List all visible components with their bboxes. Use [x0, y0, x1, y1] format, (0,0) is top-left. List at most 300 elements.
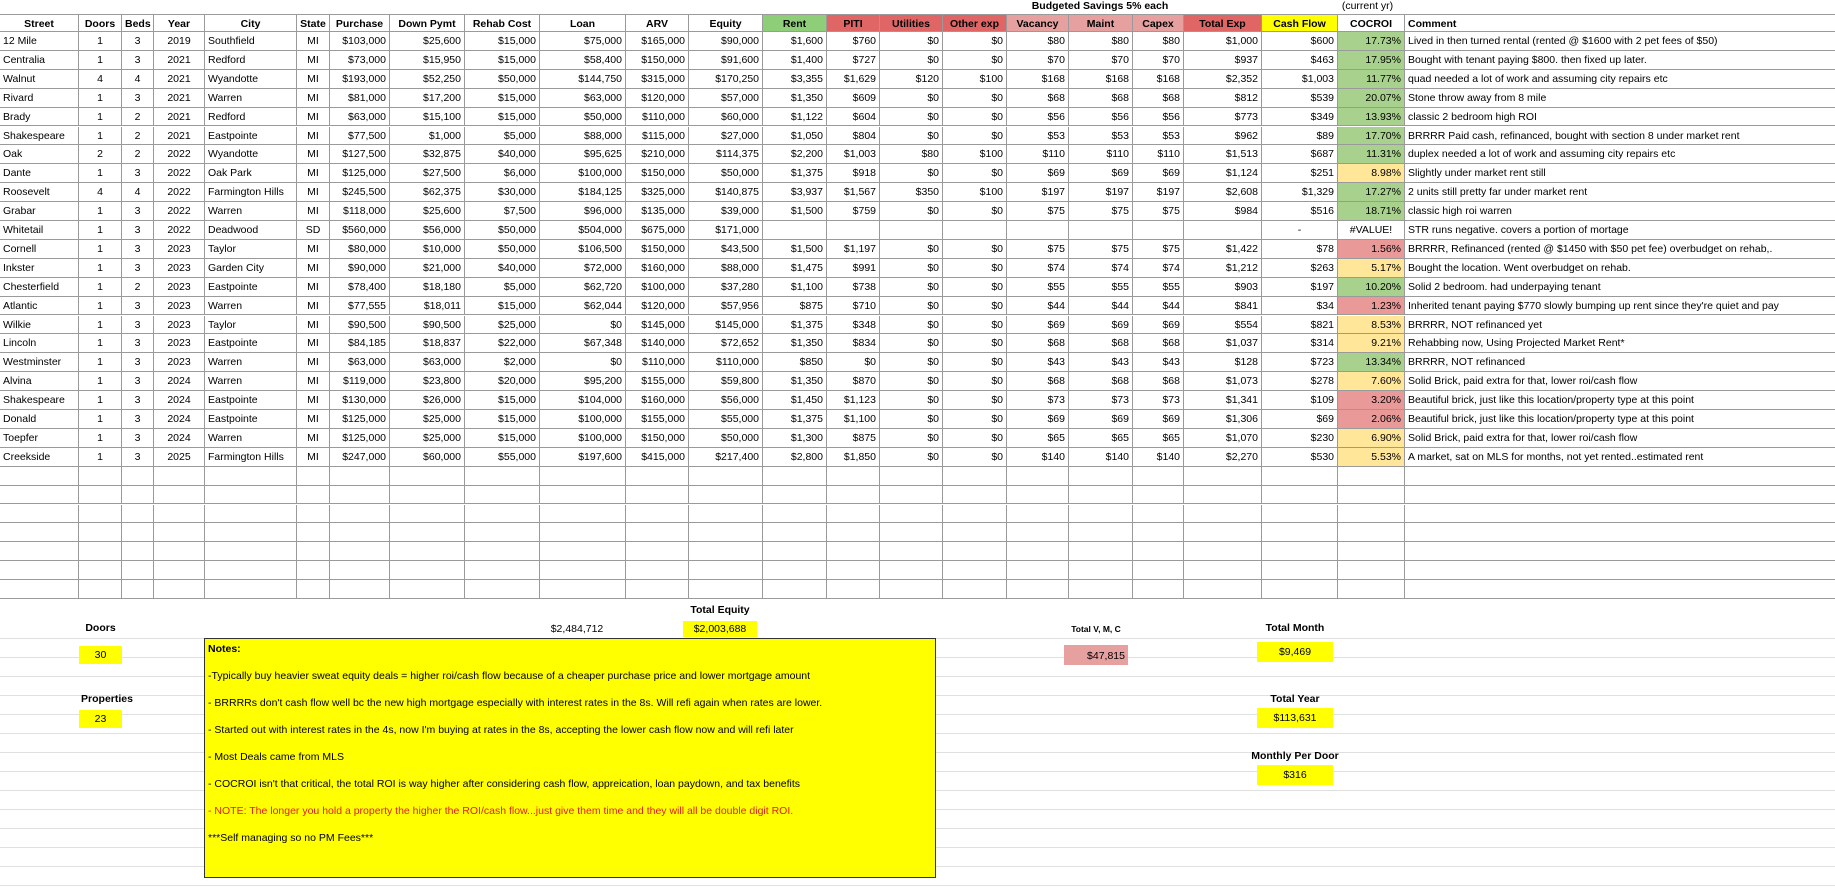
cell-cash[interactable]: $723	[1262, 353, 1338, 372]
cell-down[interactable]: $15,950	[390, 51, 465, 70]
cell-beds[interactable]: 3	[122, 164, 154, 183]
cell-cash[interactable]: $230	[1262, 429, 1338, 448]
empty-cell[interactable]	[0, 486, 79, 505]
cell-rehab[interactable]: $6,000	[465, 164, 540, 183]
empty-cell[interactable]	[1133, 561, 1184, 580]
empty-cell[interactable]	[689, 580, 763, 599]
empty-cell[interactable]	[330, 580, 390, 599]
cell-city[interactable]: Eastpointe	[205, 278, 297, 297]
cell-down[interactable]: $1,000	[390, 127, 465, 146]
cell-street[interactable]: Whitetail	[0, 221, 79, 240]
cell-maint[interactable]: $69	[1069, 410, 1133, 429]
cell-cash[interactable]: $251	[1262, 164, 1338, 183]
cell-vac[interactable]: $75	[1007, 240, 1069, 259]
cell-purchase[interactable]: $77,500	[330, 127, 390, 146]
empty-cell[interactable]	[330, 505, 390, 524]
cell-equity[interactable]: $72,652	[689, 334, 763, 353]
empty-cell[interactable]	[540, 542, 626, 561]
cell-year[interactable]: 2023	[154, 297, 205, 316]
empty-cell[interactable]	[626, 580, 689, 599]
empty-cell[interactable]	[1338, 505, 1405, 524]
cell-util[interactable]: $0	[880, 108, 943, 127]
cell-piti[interactable]: $760	[827, 32, 880, 51]
cell-street[interactable]: Atlantic	[0, 297, 79, 316]
cell-state[interactable]: MI	[297, 391, 330, 410]
cell-rent[interactable]: $1,350	[763, 334, 827, 353]
cell-doors[interactable]: 1	[79, 448, 122, 467]
column-header-street[interactable]: Street	[0, 14, 79, 32]
cell-year[interactable]: 2024	[154, 429, 205, 448]
cell-arv[interactable]: $120,000	[626, 89, 689, 108]
cell-city[interactable]: Oak Park	[205, 164, 297, 183]
cell-state[interactable]: MI	[297, 202, 330, 221]
cell-state[interactable]: MI	[297, 164, 330, 183]
cell-util[interactable]: $0	[880, 240, 943, 259]
column-header-state[interactable]: State	[297, 14, 330, 32]
cell-other[interactable]: $0	[943, 353, 1007, 372]
cell-cocroi[interactable]: 17.70%	[1338, 127, 1405, 146]
cell-vac[interactable]: $73	[1007, 391, 1069, 410]
cell-total[interactable]: $2,352	[1184, 70, 1262, 89]
column-header-equity[interactable]: Equity	[689, 14, 763, 32]
cell-beds[interactable]: 3	[122, 372, 154, 391]
cell-other[interactable]: $0	[943, 429, 1007, 448]
cell-cash[interactable]: $687	[1262, 145, 1338, 164]
empty-cell[interactable]	[465, 523, 540, 542]
cell-equity[interactable]: $91,600	[689, 51, 763, 70]
cell-cocroi[interactable]: 13.34%	[1338, 353, 1405, 372]
cell-doors[interactable]: 1	[79, 278, 122, 297]
cell-piti[interactable]: $1,100	[827, 410, 880, 429]
cell-piti[interactable]: $991	[827, 259, 880, 278]
cell-piti[interactable]: $1,629	[827, 70, 880, 89]
empty-cell[interactable]	[689, 505, 763, 524]
cell-total[interactable]: $937	[1184, 51, 1262, 70]
cell-vac[interactable]: $55	[1007, 278, 1069, 297]
cell-util[interactable]: $0	[880, 202, 943, 221]
cell-loan[interactable]: $88,000	[540, 127, 626, 146]
empty-cell[interactable]	[297, 561, 330, 580]
cell-capex[interactable]: $140	[1133, 448, 1184, 467]
cell-util[interactable]: $0	[880, 429, 943, 448]
cell-loan[interactable]: $106,500	[540, 240, 626, 259]
cell-maint[interactable]: $70	[1069, 51, 1133, 70]
cell-arv[interactable]: $160,000	[626, 259, 689, 278]
cell-rent[interactable]: $3,355	[763, 70, 827, 89]
cell-rent[interactable]: $875	[763, 297, 827, 316]
empty-cell[interactable]	[297, 486, 330, 505]
cell-other[interactable]: $100	[943, 183, 1007, 202]
cell-util[interactable]: $0	[880, 334, 943, 353]
cell-rent[interactable]: $850	[763, 353, 827, 372]
cell-street[interactable]: Lincoln	[0, 334, 79, 353]
empty-cell[interactable]	[79, 486, 122, 505]
empty-cell[interactable]	[1184, 542, 1262, 561]
empty-cell[interactable]	[122, 580, 154, 599]
cell-purchase[interactable]: $247,000	[330, 448, 390, 467]
cell-city[interactable]: Redford	[205, 108, 297, 127]
cell-util[interactable]: $0	[880, 259, 943, 278]
cell-maint[interactable]	[1069, 221, 1133, 240]
empty-cell[interactable]	[689, 542, 763, 561]
cell-cocroi[interactable]: 8.98%	[1338, 164, 1405, 183]
cell-loan[interactable]: $0	[540, 353, 626, 372]
cell-purchase[interactable]: $125,000	[330, 164, 390, 183]
cell-rent[interactable]: $3,937	[763, 183, 827, 202]
cell-state[interactable]: MI	[297, 183, 330, 202]
cell-rent[interactable]: $1,050	[763, 127, 827, 146]
cell-cash[interactable]: $278	[1262, 372, 1338, 391]
cell-other[interactable]: $0	[943, 127, 1007, 146]
empty-cell[interactable]	[540, 523, 626, 542]
cell-equity[interactable]: $39,000	[689, 202, 763, 221]
cell-piti[interactable]: $875	[827, 429, 880, 448]
cell-util[interactable]: $0	[880, 410, 943, 429]
cell-loan[interactable]: $100,000	[540, 410, 626, 429]
cell-loan[interactable]: $504,000	[540, 221, 626, 240]
column-header-beds[interactable]: Beds	[122, 14, 154, 32]
empty-cell[interactable]	[1338, 580, 1405, 599]
cell-purchase[interactable]: $119,000	[330, 372, 390, 391]
empty-cell[interactable]	[390, 561, 465, 580]
cell-total[interactable]: $1,212	[1184, 259, 1262, 278]
empty-cell[interactable]	[465, 505, 540, 524]
cell-maint[interactable]: $80	[1069, 32, 1133, 51]
cell-maint[interactable]: $53	[1069, 127, 1133, 146]
cell-vac[interactable]: $75	[1007, 202, 1069, 221]
cell-doors[interactable]: 4	[79, 183, 122, 202]
cell-purchase[interactable]: $84,185	[330, 334, 390, 353]
empty-cell[interactable]	[827, 467, 880, 486]
empty-cell[interactable]	[465, 467, 540, 486]
cell-loan[interactable]: $58,400	[540, 51, 626, 70]
cell-city[interactable]: Warren	[205, 89, 297, 108]
cell-piti[interactable]: $738	[827, 278, 880, 297]
cell-vac[interactable]: $140	[1007, 448, 1069, 467]
cell-purchase[interactable]: $125,000	[330, 410, 390, 429]
cell-equity[interactable]: $50,000	[689, 164, 763, 183]
cell-capex[interactable]: $68	[1133, 334, 1184, 353]
cell-rent[interactable]: $1,450	[763, 391, 827, 410]
cell-other[interactable]: $0	[943, 334, 1007, 353]
column-header-other[interactable]: Other exp	[943, 14, 1007, 32]
empty-cell[interactable]	[626, 486, 689, 505]
cell-rehab[interactable]: $15,000	[465, 391, 540, 410]
cell-state[interactable]: MI	[297, 70, 330, 89]
cell-capex[interactable]: $74	[1133, 259, 1184, 278]
cell-street[interactable]: Dante	[0, 164, 79, 183]
cell-vac[interactable]: $197	[1007, 183, 1069, 202]
cell-street[interactable]: Chesterfield	[0, 278, 79, 297]
cell-piti[interactable]: $1,567	[827, 183, 880, 202]
cell-comment[interactable]: Lived in then turned rental (rented @ $1600 with 2 pet fees of $50)	[1405, 32, 1835, 51]
empty-cell[interactable]	[943, 486, 1007, 505]
cell-vac[interactable]: $168	[1007, 70, 1069, 89]
cell-comment[interactable]: Beautiful brick, just like this location/property type at this point	[1405, 410, 1835, 429]
cell-rent[interactable]: $1,600	[763, 32, 827, 51]
cell-loan[interactable]: $0	[540, 316, 626, 335]
cell-cocroi[interactable]: 10.20%	[1338, 278, 1405, 297]
cell-capex[interactable]: $75	[1133, 202, 1184, 221]
cell-capex[interactable]: $70	[1133, 51, 1184, 70]
cell-equity[interactable]: $43,500	[689, 240, 763, 259]
cell-doors[interactable]: 1	[79, 221, 122, 240]
cell-rehab[interactable]: $15,000	[465, 297, 540, 316]
cell-down[interactable]: $18,837	[390, 334, 465, 353]
column-header-piti[interactable]: PITI	[827, 14, 880, 32]
cell-down[interactable]: $21,000	[390, 259, 465, 278]
cell-rent[interactable]: $1,500	[763, 202, 827, 221]
empty-cell[interactable]	[1405, 505, 1835, 524]
cell-util[interactable]: $120	[880, 70, 943, 89]
empty-cell[interactable]	[1405, 580, 1835, 599]
cell-beds[interactable]: 3	[122, 202, 154, 221]
empty-cell[interactable]	[1338, 467, 1405, 486]
cell-rehab[interactable]: $50,000	[465, 70, 540, 89]
empty-cell[interactable]	[880, 505, 943, 524]
cell-doors[interactable]: 1	[79, 51, 122, 70]
column-header-maint[interactable]: Maint	[1069, 14, 1133, 32]
cell-loan[interactable]: $144,750	[540, 70, 626, 89]
cell-down[interactable]: $60,000	[390, 448, 465, 467]
cell-purchase[interactable]: $90,500	[330, 316, 390, 335]
cell-beds[interactable]: 3	[122, 429, 154, 448]
cell-rehab[interactable]: $7,500	[465, 202, 540, 221]
cell-maint[interactable]: $110	[1069, 145, 1133, 164]
empty-cell[interactable]	[827, 542, 880, 561]
empty-cell[interactable]	[763, 561, 827, 580]
cell-city[interactable]: Farmington Hills	[205, 183, 297, 202]
cell-cash[interactable]: $516	[1262, 202, 1338, 221]
cell-purchase[interactable]: $560,000	[330, 221, 390, 240]
total-month-value[interactable]: $9,469	[1257, 642, 1333, 662]
cell-capex[interactable]: $110	[1133, 145, 1184, 164]
empty-cell[interactable]	[689, 467, 763, 486]
cell-cocroi[interactable]: 11.31%	[1338, 145, 1405, 164]
cell-street[interactable]: Creekside	[0, 448, 79, 467]
cell-down[interactable]: $17,200	[390, 89, 465, 108]
cell-loan[interactable]: $67,348	[540, 334, 626, 353]
empty-cell[interactable]	[626, 542, 689, 561]
cell-purchase[interactable]: $90,000	[330, 259, 390, 278]
cell-down[interactable]: $23,800	[390, 372, 465, 391]
cell-doors[interactable]: 1	[79, 429, 122, 448]
cell-piti[interactable]: $727	[827, 51, 880, 70]
cell-piti[interactable]: $834	[827, 334, 880, 353]
cell-beds[interactable]: 2	[122, 278, 154, 297]
cell-year[interactable]: 2021	[154, 108, 205, 127]
cell-down[interactable]: $63,000	[390, 353, 465, 372]
column-header-vac[interactable]: Vacancy	[1007, 14, 1069, 32]
cell-util[interactable]: $0	[880, 316, 943, 335]
cell-year[interactable]: 2023	[154, 278, 205, 297]
cell-total[interactable]: $903	[1184, 278, 1262, 297]
cell-vac[interactable]: $110	[1007, 145, 1069, 164]
cell-purchase[interactable]: $81,000	[330, 89, 390, 108]
cell-down[interactable]: $10,000	[390, 240, 465, 259]
cell-capex[interactable]: $68	[1133, 89, 1184, 108]
empty-cell[interactable]	[122, 486, 154, 505]
cell-state[interactable]: MI	[297, 278, 330, 297]
cell-rehab[interactable]: $15,000	[465, 89, 540, 108]
cell-equity[interactable]: $56,000	[689, 391, 763, 410]
cell-comment[interactable]: Rehabbing now, Using Projected Market Rent*	[1405, 334, 1835, 353]
cell-other[interactable]: $100	[943, 145, 1007, 164]
cell-cash[interactable]: $539	[1262, 89, 1338, 108]
cell-maint[interactable]: $56	[1069, 108, 1133, 127]
cell-street[interactable]: Brady	[0, 108, 79, 127]
cell-rent[interactable]: $1,122	[763, 108, 827, 127]
cell-purchase[interactable]: $78,400	[330, 278, 390, 297]
cell-piti[interactable]: $1,197	[827, 240, 880, 259]
cell-city[interactable]: Taylor	[205, 240, 297, 259]
empty-cell[interactable]	[0, 542, 79, 561]
cell-comment[interactable]: BRRRR, Refinanced (rented @ $1450 with $50 pet fee) overbudget on rehab,.	[1405, 240, 1835, 259]
column-header-total[interactable]: Total Exp	[1184, 14, 1262, 32]
empty-cell[interactable]	[79, 523, 122, 542]
cell-city[interactable]: Eastpointe	[205, 410, 297, 429]
cell-city[interactable]: Warren	[205, 429, 297, 448]
cell-purchase[interactable]: $80,000	[330, 240, 390, 259]
cell-city[interactable]: Taylor	[205, 316, 297, 335]
empty-cell[interactable]	[79, 580, 122, 599]
cell-cocroi[interactable]: 17.95%	[1338, 51, 1405, 70]
cell-total[interactable]: $1,341	[1184, 391, 1262, 410]
empty-cell[interactable]	[154, 580, 205, 599]
empty-cell[interactable]	[122, 467, 154, 486]
cell-arv[interactable]: $100,000	[626, 278, 689, 297]
empty-cell[interactable]	[1007, 467, 1069, 486]
cell-rent[interactable]: $1,300	[763, 429, 827, 448]
empty-cell[interactable]	[1133, 542, 1184, 561]
empty-cell[interactable]	[297, 542, 330, 561]
cell-year[interactable]: 2021	[154, 51, 205, 70]
empty-cell[interactable]	[0, 561, 79, 580]
cell-down[interactable]: $26,000	[390, 391, 465, 410]
cell-loan[interactable]: $197,600	[540, 448, 626, 467]
cell-other[interactable]: $0	[943, 89, 1007, 108]
cell-piti[interactable]: $710	[827, 297, 880, 316]
empty-cell[interactable]	[880, 542, 943, 561]
cell-cash[interactable]: $197	[1262, 278, 1338, 297]
cell-piti[interactable]: $609	[827, 89, 880, 108]
cell-cocroi[interactable]: 8.53%	[1338, 316, 1405, 335]
cell-rent[interactable]: $1,375	[763, 316, 827, 335]
cell-comment[interactable]: 2 units still pretty far under market rent	[1405, 183, 1835, 202]
cell-down[interactable]: $27,500	[390, 164, 465, 183]
empty-cell[interactable]	[79, 561, 122, 580]
empty-cell[interactable]	[1007, 523, 1069, 542]
cell-comment[interactable]: Beautiful brick, just like this location/property type at this point	[1405, 391, 1835, 410]
cell-rehab[interactable]: $15,000	[465, 429, 540, 448]
cell-maint[interactable]: $69	[1069, 164, 1133, 183]
cell-city[interactable]: Wyandotte	[205, 70, 297, 89]
empty-cell[interactable]	[0, 467, 79, 486]
cell-equity[interactable]: $217,400	[689, 448, 763, 467]
cell-rent[interactable]: $1,500	[763, 240, 827, 259]
cell-cocroi[interactable]: 2.06%	[1338, 410, 1405, 429]
cell-beds[interactable]: 4	[122, 183, 154, 202]
empty-cell[interactable]	[1133, 580, 1184, 599]
notes-box[interactable]	[204, 638, 936, 878]
empty-cell[interactable]	[465, 580, 540, 599]
cell-arv[interactable]: $110,000	[626, 108, 689, 127]
empty-cell[interactable]	[763, 467, 827, 486]
cell-cash[interactable]: $314	[1262, 334, 1338, 353]
cell-vac[interactable]: $43	[1007, 353, 1069, 372]
column-header-purchase[interactable]: Purchase	[330, 14, 390, 32]
empty-cell[interactable]	[154, 561, 205, 580]
cell-equity[interactable]: $50,000	[689, 429, 763, 448]
cell-maint[interactable]: $74	[1069, 259, 1133, 278]
cell-vac[interactable]: $69	[1007, 316, 1069, 335]
cell-rehab[interactable]: $15,000	[465, 108, 540, 127]
cell-capex[interactable]: $56	[1133, 108, 1184, 127]
cell-vac[interactable]: $68	[1007, 334, 1069, 353]
cell-street[interactable]: Grabar	[0, 202, 79, 221]
cell-arv[interactable]: $415,000	[626, 448, 689, 467]
cell-vac[interactable]: $68	[1007, 89, 1069, 108]
empty-cell[interactable]	[1338, 561, 1405, 580]
empty-cell[interactable]	[390, 542, 465, 561]
empty-cell[interactable]	[1262, 561, 1338, 580]
cell-year[interactable]: 2024	[154, 391, 205, 410]
cell-beds[interactable]: 3	[122, 297, 154, 316]
empty-cell[interactable]	[1133, 486, 1184, 505]
empty-cell[interactable]	[154, 523, 205, 542]
column-header-cash[interactable]: Cash Flow	[1262, 14, 1338, 32]
cell-rehab[interactable]: $50,000	[465, 240, 540, 259]
cell-piti[interactable]: $1,003	[827, 145, 880, 164]
cell-vac[interactable]: $65	[1007, 429, 1069, 448]
cell-state[interactable]: MI	[297, 410, 330, 429]
cell-doors[interactable]: 1	[79, 108, 122, 127]
cell-other[interactable]: $0	[943, 164, 1007, 183]
cell-arv[interactable]: $140,000	[626, 334, 689, 353]
cell-down[interactable]: $56,000	[390, 221, 465, 240]
cell-state[interactable]: MI	[297, 334, 330, 353]
empty-cell[interactable]	[79, 542, 122, 561]
cell-total[interactable]: $2,608	[1184, 183, 1262, 202]
cell-street[interactable]: Rivard	[0, 89, 79, 108]
cell-beds[interactable]: 3	[122, 51, 154, 70]
cell-equity[interactable]: $140,875	[689, 183, 763, 202]
empty-cell[interactable]	[1405, 486, 1835, 505]
cell-rent[interactable]: $2,800	[763, 448, 827, 467]
cell-arv[interactable]: $675,000	[626, 221, 689, 240]
cell-rehab[interactable]: $15,000	[465, 51, 540, 70]
cell-util[interactable]: $0	[880, 297, 943, 316]
cell-arv[interactable]: $160,000	[626, 391, 689, 410]
cell-total[interactable]: $1,306	[1184, 410, 1262, 429]
cell-other[interactable]: $0	[943, 32, 1007, 51]
cell-down[interactable]: $32,875	[390, 145, 465, 164]
cell-doors[interactable]: 1	[79, 240, 122, 259]
cell-comment[interactable]: A market, sat on MLS for months, not yet rented..estimated rent	[1405, 448, 1835, 467]
cell-beds[interactable]: 2	[122, 145, 154, 164]
cell-vac[interactable]: $70	[1007, 51, 1069, 70]
column-header-capex[interactable]: Capex	[1133, 14, 1184, 32]
empty-cell[interactable]	[1069, 580, 1133, 599]
cell-cocroi[interactable]: 1.56%	[1338, 240, 1405, 259]
empty-cell[interactable]	[390, 580, 465, 599]
cell-cocroi[interactable]: 13.93%	[1338, 108, 1405, 127]
cell-comment[interactable]: duplex needed a lot of work and assuming city repairs etc	[1405, 145, 1835, 164]
cell-state[interactable]: MI	[297, 297, 330, 316]
cell-comment[interactable]: classic high roi warren	[1405, 202, 1835, 221]
cell-maint[interactable]: $168	[1069, 70, 1133, 89]
cell-maint[interactable]: $140	[1069, 448, 1133, 467]
